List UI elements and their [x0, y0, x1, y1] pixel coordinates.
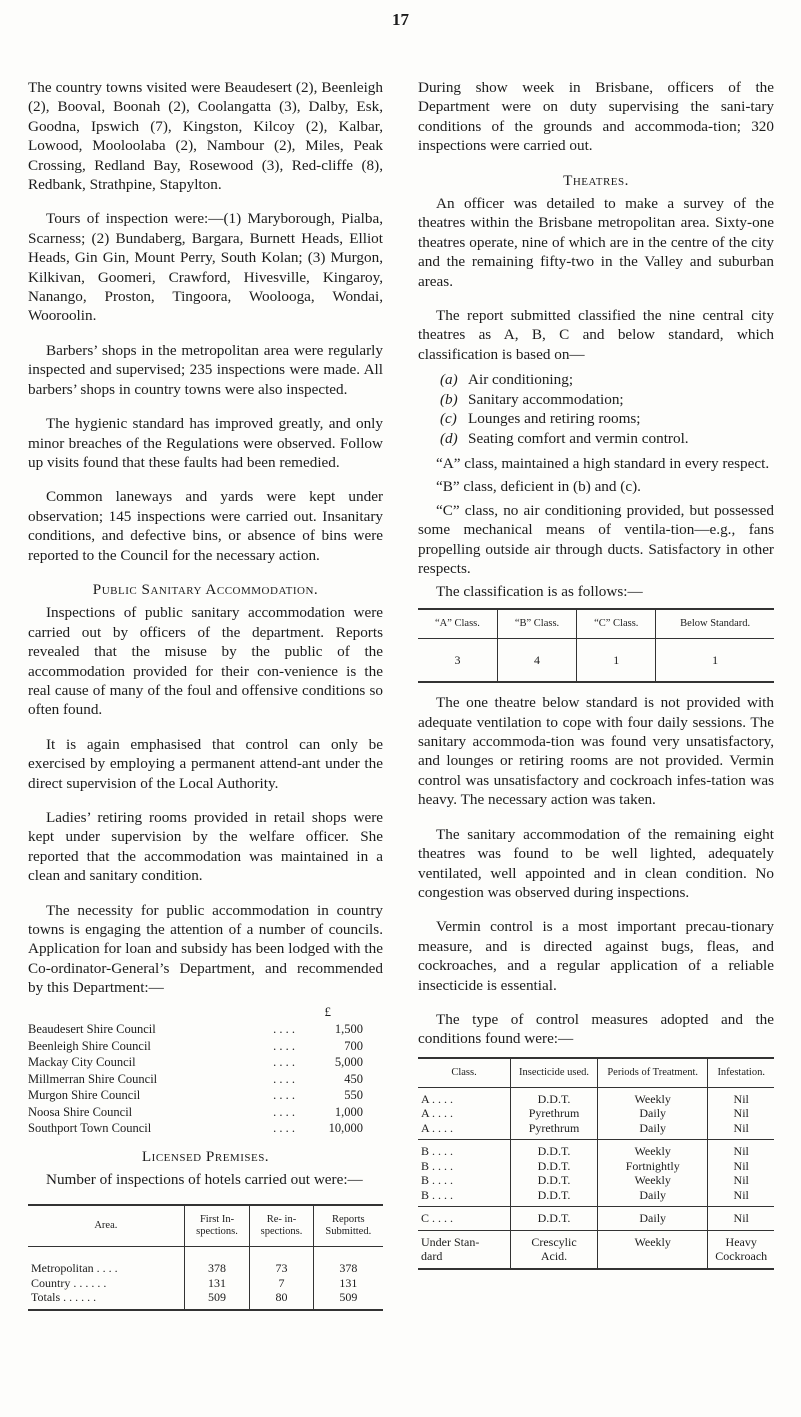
periods-cell	[598, 1087, 708, 1140]
paragraph-barbers: Barbers’ shops in the metropolitan area were regularly inspected and supervised; 235 inspections were made. All barbers’ shops in country towns were also inspected.	[28, 341, 383, 398]
value: Weekly	[634, 1173, 671, 1188]
value: D.D.T.	[537, 1158, 571, 1173]
criterion-item	[440, 370, 774, 389]
leader-dots: . . . .	[273, 1022, 295, 1037]
pound-symbol: £	[324, 1003, 331, 1019]
periods-cell: Daily	[598, 1207, 708, 1231]
paragraph-country-towns: The country towns visited were Beaudesert (2), Beenleigh (2), Booval, Boonah (2), Coolangatta (3), Dalby, Esk, Goodna, Ipswich (7), Kingston, Kilcoy (2), Kalbar, Lowood, Mooloolaba (2), Nambour (2), Miles, Peak Crossing, Redland Bay, Rosewood (3), Red-cliffe (8), Redbank, Strathpine, Stapylton.	[28, 79, 383, 194]
council-name: Noosa Shire Council	[28, 1104, 133, 1119]
heading-theatres: Theatres.	[563, 171, 629, 189]
insecticide-cell	[511, 1230, 598, 1269]
paragraph-tours: Tours of inspection were:—(1) Maryborough, Pialba, Scarness; (2) Bundaberg, Bargara, Burnett Heads, Elliot Heads, Gin Gin, Mount Perry, South Kolan; (3) Murgon, Kilkivan, Goomeri, Crawford, Hivesville, Kingaroy, Nanango, Proston, Tingoora, Woolooga, Wondai, Wooroolin.	[28, 210, 383, 325]
class-label: A . . . .	[421, 1106, 454, 1121]
hotel-inspections-table	[28, 1204, 383, 1311]
column-header: Periods of Treatment.	[598, 1058, 708, 1088]
table-row	[418, 1087, 774, 1140]
criterion-text: Lounges and retiring rooms;	[468, 410, 641, 428]
area-cell	[28, 1247, 184, 1310]
value: 378	[208, 1261, 226, 1276]
value: Nil	[733, 1158, 749, 1173]
criterion-item	[440, 390, 774, 409]
class-label: B . . . .	[421, 1173, 454, 1188]
value: D.D.T.	[537, 1144, 571, 1159]
table-header-row	[28, 1205, 383, 1247]
value: Weekly	[634, 1091, 671, 1106]
table-header-row	[418, 609, 774, 639]
class-cell	[418, 1230, 511, 1269]
leader-dots: . . . .	[273, 1038, 295, 1053]
infestation-cell: Nil	[708, 1207, 774, 1231]
column-header: “B” Class.	[497, 609, 576, 639]
leader-dots: . . . .	[273, 1104, 295, 1119]
page-number: 17	[392, 10, 409, 29]
value: 7	[278, 1275, 285, 1290]
council-row	[28, 1104, 383, 1121]
paragraph-class-a: “A” class, maintained a high standard in every respect.	[436, 454, 770, 472]
criterion-text: Air conditioning;	[468, 371, 574, 389]
council-row	[28, 1038, 383, 1055]
heading-licensed-premises: Licensed Premises.	[141, 1147, 270, 1165]
value: Daily	[639, 1106, 667, 1121]
column-header: First In-spections.	[184, 1205, 250, 1247]
value: Pyrethrum	[528, 1106, 580, 1121]
vermin-control-table	[418, 1057, 774, 1270]
column-header: “A” Class.	[418, 609, 497, 639]
value: Nil	[733, 1144, 749, 1159]
insecticide-cell	[511, 1140, 598, 1207]
table-row	[418, 1230, 774, 1269]
paragraph-show-week: During show week in Brisbane, officers of the Department were on duty supervising the sani-tary conditions of the grounds and accommoda-tion; 320 inspections were carried out.	[418, 79, 774, 155]
value: Fortnightly	[625, 1158, 680, 1173]
class-cell: C . . . .	[418, 1207, 511, 1231]
council-amount: 550	[344, 1088, 363, 1103]
council-row	[28, 1071, 383, 1088]
insecticide-cell	[511, 1087, 598, 1140]
count-b: 4	[497, 638, 576, 682]
class-label: A . . . .	[421, 1091, 454, 1106]
class-cell	[418, 1087, 511, 1140]
value: 509	[208, 1290, 226, 1305]
class-label: B . . . .	[421, 1187, 454, 1202]
theatre-classification-table	[418, 608, 774, 684]
value: 378	[339, 1261, 358, 1276]
class-cell	[418, 1140, 511, 1207]
count-a: 3	[418, 638, 497, 682]
periods-cell: Weekly	[598, 1230, 708, 1269]
heading-public-sanitary: Public Sanitary Accommodation.	[92, 580, 319, 598]
value: Acid.	[540, 1249, 568, 1264]
count-below-standard: 1	[656, 638, 774, 682]
left-column	[28, 78, 383, 1311]
table-row	[418, 638, 774, 682]
value: 131	[339, 1275, 358, 1290]
infestation-cell	[708, 1140, 774, 1207]
right-column	[418, 78, 774, 1270]
criterion-text: Seating comfort and vermin control.	[468, 429, 689, 447]
paragraph-country-accommodation: The necessity for public accommodation in country towns is engaging the attention of a number of councils. Application for loan and subsidy has been lodged with the Co-ordinator-General’s Department, and recommended by this Department:—	[28, 901, 383, 997]
paragraph-laneways: Common laneways and yards were kept under observation; 145 inspections were carried out. Insanitary conditions, and defective bins, or absence of bins were reported to the Council for the necessary action.	[28, 488, 383, 564]
value: 80	[275, 1290, 288, 1305]
criterion-label: (d)	[440, 429, 458, 447]
count-c: 1	[577, 638, 656, 682]
column-header: Reports Submitted.	[313, 1205, 383, 1247]
council-row	[28, 1087, 383, 1104]
council-name: Southport Town Council	[28, 1121, 152, 1136]
leader-dots: . . . .	[273, 1088, 295, 1103]
class-label: dard	[421, 1249, 443, 1264]
paragraph-remaining-theatres: The sanitary accommodation of the remaining eight theatres was found to be well lighted, adequately ventilated, well appointed and in clean condition. No congestion was observed during inspections.	[418, 825, 774, 901]
value: D.D.T.	[537, 1091, 571, 1106]
paragraph-classification-basis: The report submitted classified the nine central city theatres as A, B, C and below standard, which classification is based on—	[418, 307, 774, 363]
value: D.D.T.	[537, 1173, 571, 1188]
council-name: Millmerran Shire Council	[28, 1071, 158, 1086]
value: D.D.T.	[537, 1187, 571, 1202]
table-row	[28, 1247, 383, 1310]
council-name: Beenleigh Shire Council	[28, 1038, 151, 1053]
paragraph-below-standard: The one theatre below standard is not provided with adequate ventilation to cope with four daily sessions. The sanitary accommoda-tion was found very unsatisfactory, and lounges or retiring rooms are not provided. Vermin control was unsatisfactory and cockroach infes-tation was heavy. The necessary action was taken.	[418, 694, 774, 809]
class-label: B . . . .	[421, 1158, 454, 1173]
leader-dots: . . . .	[273, 1121, 295, 1136]
paragraph-public-inspections: Inspections of public sanitary accommodation were carried out by officers of the department. Reports revealed that the misuse by the public of the accommodation provided for their con-venience is the real cause of many of the foul and offensive conditions so often found.	[28, 604, 383, 719]
paragraph-class-b: “B” class, deficient in (b) and (c).	[436, 478, 641, 496]
council-name: Beaudesert Shire Council	[28, 1022, 156, 1037]
paragraph-hygienic-standard: The hygienic standard has improved greatly, and only minor breaches of the Regulations were observed. Follow up visits found that these faults had been remedied.	[28, 415, 383, 471]
criterion-item	[440, 409, 774, 428]
class-label: Under Stan-	[421, 1234, 480, 1249]
value: Nil	[733, 1120, 749, 1135]
value: Nil	[733, 1173, 749, 1188]
infestation-cell	[708, 1230, 774, 1269]
reports-submitted-cell	[313, 1247, 383, 1310]
value: Crescylic	[531, 1234, 577, 1249]
paragraph-hotel-inspections: Number of inspections of hotels carried out were:—	[46, 1170, 363, 1188]
paragraph-ladies-rooms: Ladies’ retiring rooms provided in retail shops were kept under supervision by the welfare officer. She reported that the accommodation was maintained in a clean and sanitary condition.	[28, 809, 383, 885]
value: Heavy	[725, 1234, 757, 1249]
council-amount: 1,500	[334, 1022, 363, 1037]
paragraph-class-c: “C” class, no air conditioning provided, but possessed some mechanical means of ventila-tion—e.g., fans propelling outside air through ducts. Satisfactory in other respects.	[418, 501, 774, 577]
value: Pyrethrum	[528, 1120, 580, 1135]
council-amount: 10,000	[328, 1121, 363, 1136]
criterion-text: Sanitary accommodation;	[468, 390, 624, 408]
council-amount: 700	[344, 1038, 363, 1053]
column-header: Below Standard.	[656, 609, 774, 639]
paragraph-control-measures: The type of control measures adopted and the conditions found were:—	[418, 1010, 774, 1048]
column-header: Infestation.	[708, 1058, 774, 1088]
paragraph-vermin-control: Vermin control is a most important precau-tionary measure, and is directed against bugs, fleas, and cockroaches, and a regular application of a reliable insecticide is essential.	[418, 918, 774, 994]
criterion-label: (c)	[440, 410, 457, 428]
value: 131	[208, 1275, 226, 1290]
council-row	[28, 1021, 383, 1038]
column-header: Class.	[418, 1058, 511, 1088]
infestation-cell	[708, 1087, 774, 1140]
value: Weekly	[634, 1144, 671, 1159]
council-loans-table	[28, 1021, 383, 1137]
paragraph-theatre-survey: An officer was detailed to make a survey of the theatres within the Brisbane metropolitan area. Sixty-one theatres operate, nine of which are in the centre of the city and the remaining fifty-two in the Valley and suburban areas.	[418, 195, 774, 290]
value: 73	[275, 1261, 288, 1276]
area-totals: Totals . . . . . .	[31, 1290, 97, 1305]
table-row	[418, 1207, 774, 1231]
criterion-label: (b)	[440, 390, 458, 408]
column-header: Area.	[28, 1205, 184, 1247]
first-inspections-cell	[184, 1247, 250, 1310]
column-header: “C” Class.	[577, 609, 656, 639]
council-row	[28, 1120, 383, 1137]
council-amount: 450	[344, 1071, 363, 1086]
class-label: B . . . .	[421, 1144, 454, 1159]
criterion-item	[440, 429, 774, 448]
area-metropolitan: Metropolitan . . . .	[31, 1261, 118, 1276]
council-row	[28, 1054, 383, 1071]
value: Cockroach	[715, 1249, 768, 1264]
column-header: Re- in-spections.	[250, 1205, 313, 1247]
value: 509	[339, 1290, 358, 1305]
re-inspections-cell	[250, 1247, 313, 1310]
table-row	[418, 1140, 774, 1207]
class-label: A . . . .	[421, 1120, 454, 1135]
value: Nil	[733, 1106, 749, 1121]
value: Daily	[639, 1120, 667, 1135]
periods-cell	[598, 1140, 708, 1207]
criterion-label: (a)	[440, 371, 458, 389]
column-header: Insecticide used.	[511, 1058, 598, 1088]
leader-dots: . . . .	[273, 1071, 295, 1086]
area-country: Country . . . . . .	[31, 1275, 107, 1290]
council-amount: 1,000	[334, 1104, 363, 1119]
insecticide-cell: D.D.T.	[511, 1207, 598, 1231]
value: Nil	[733, 1091, 749, 1106]
leader-dots: . . . .	[273, 1055, 295, 1070]
paragraph-classification-intro: The classification is as follows:—	[436, 583, 643, 601]
value: Nil	[733, 1187, 749, 1202]
council-amount: 5,000	[334, 1055, 363, 1070]
council-name: Murgon Shire Council	[28, 1088, 141, 1103]
table-header-row	[418, 1058, 774, 1088]
paragraph-attendant: It is again emphasised that control can only be exercised by employing a permanent attend-ant under the direct supervision of the Local Authority.	[28, 735, 383, 792]
council-name: Mackay City Council	[28, 1055, 136, 1070]
value: Daily	[639, 1187, 667, 1202]
